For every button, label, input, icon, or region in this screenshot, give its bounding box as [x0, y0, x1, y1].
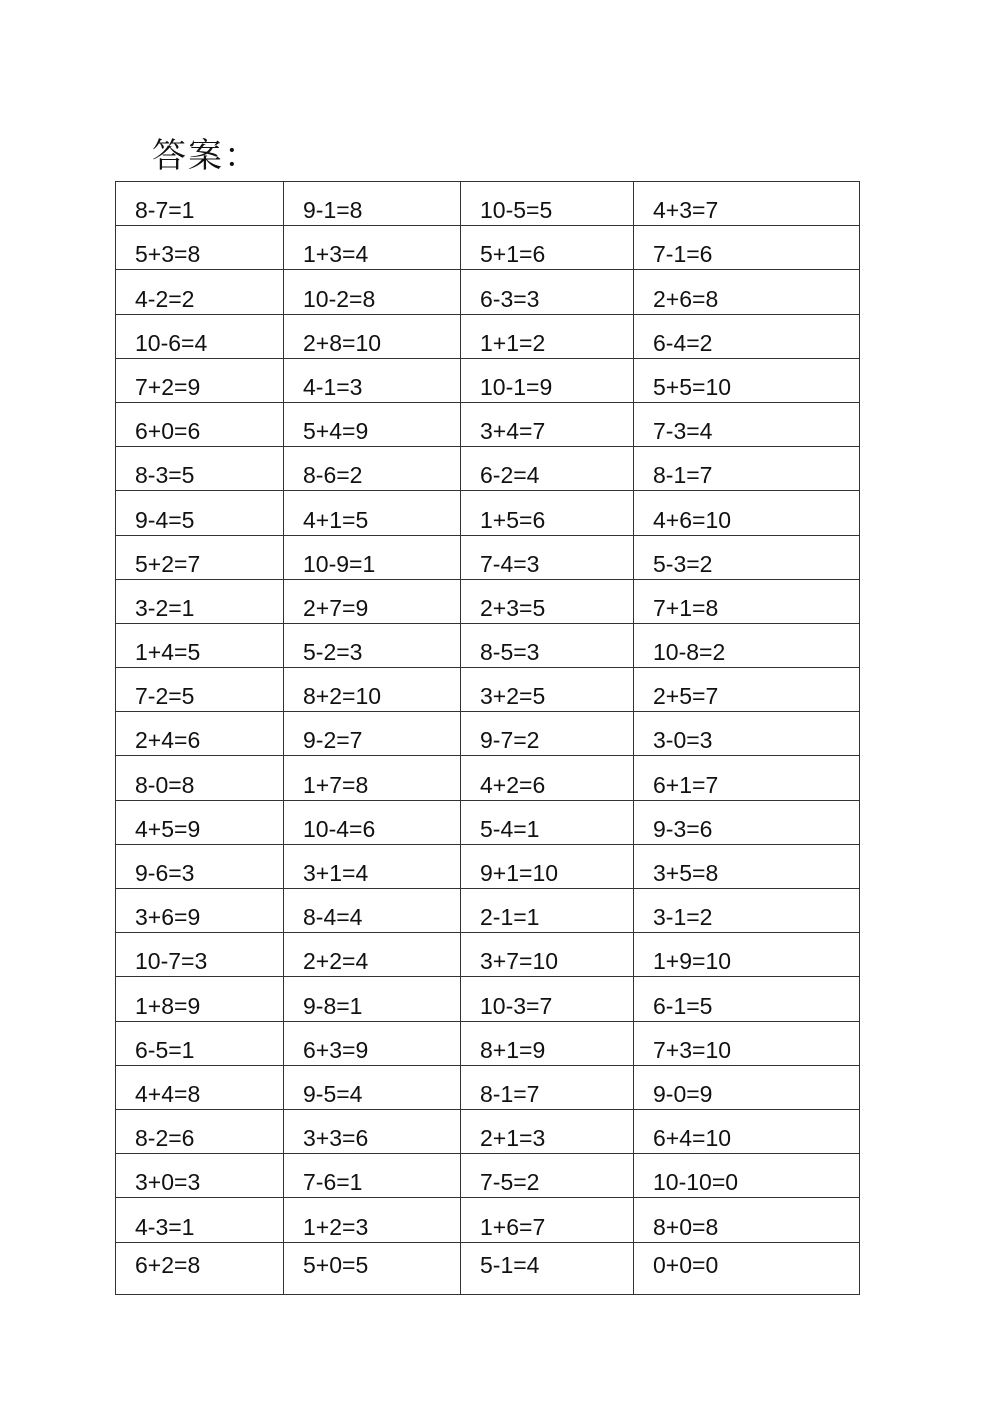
answer-cell: 9+1=10: [461, 844, 634, 888]
answer-cell: 9-7=2: [461, 712, 634, 756]
answer-cell: 3+2=5: [461, 668, 634, 712]
answer-cell: 4-2=2: [116, 270, 284, 314]
answer-cell: 4+5=9: [116, 800, 284, 844]
answer-cell: 5+0=5: [284, 1242, 461, 1294]
answer-cell: 8-3=5: [116, 447, 284, 491]
answer-cell: 3+6=9: [116, 889, 284, 933]
answer-cell: 7+2=9: [116, 358, 284, 402]
answer-cell: 3-1=2: [634, 889, 860, 933]
answer-cell: 3+5=8: [634, 844, 860, 888]
answer-cell: 6-1=5: [634, 977, 860, 1021]
table-row: [116, 1065, 860, 1109]
answer-cell: 7-2=5: [116, 668, 284, 712]
table-row: [116, 933, 860, 977]
answer-cell: 2+7=9: [284, 579, 461, 623]
answer-cell: 7+3=10: [634, 1021, 860, 1065]
answer-cell: 4+1=5: [284, 491, 461, 535]
answer-cell: 3-2=1: [116, 579, 284, 623]
answer-cell: 2+5=7: [634, 668, 860, 712]
answer-cell: 6-2=4: [461, 447, 634, 491]
table-row: [116, 535, 860, 579]
answer-cell: 8+1=9: [461, 1021, 634, 1065]
table-row: [116, 447, 860, 491]
answer-cell: 4-3=1: [116, 1198, 284, 1242]
answer-cell: 7-6=1: [284, 1154, 461, 1198]
answer-cell: 8-1=7: [461, 1065, 634, 1109]
answer-cell: 1+3=4: [284, 226, 461, 270]
answer-cell: 1+4=5: [116, 623, 284, 667]
answer-cell: 1+5=6: [461, 491, 634, 535]
answer-cell: 6-5=1: [116, 1021, 284, 1065]
answer-cell: 4+2=6: [461, 756, 634, 800]
answer-cell: 1+2=3: [284, 1198, 461, 1242]
answer-cell: 8-1=7: [634, 447, 860, 491]
answer-cell: 5+4=9: [284, 402, 461, 446]
answer-cell: 3+7=10: [461, 933, 634, 977]
answer-cell: 3-0=3: [634, 712, 860, 756]
table-row: [116, 270, 860, 314]
answer-cell: 10-4=6: [284, 800, 461, 844]
answer-cell: 9-5=4: [284, 1065, 461, 1109]
answer-cell: 8-0=8: [116, 756, 284, 800]
answer-cell: 4-1=3: [284, 358, 461, 402]
answer-cell: 6+1=7: [634, 756, 860, 800]
answer-cell: 10-2=8: [284, 270, 461, 314]
answer-cell: 6+2=8: [116, 1242, 284, 1294]
answer-cell: 3+0=3: [116, 1154, 284, 1198]
answer-cell: 9-6=3: [116, 844, 284, 888]
answer-cell: 7-1=6: [634, 226, 860, 270]
answer-cell: 3+3=6: [284, 1109, 461, 1153]
answer-cell: 10-9=1: [284, 535, 461, 579]
answer-cell: 9-0=9: [634, 1065, 860, 1109]
answer-cell: 6+4=10: [634, 1109, 860, 1153]
answer-cell: 2+2=4: [284, 933, 461, 977]
answer-cell: 0+0=0: [634, 1242, 860, 1294]
answer-cell: 5-1=4: [461, 1242, 634, 1294]
answer-cell: 5+2=7: [116, 535, 284, 579]
answer-cell: 8-4=4: [284, 889, 461, 933]
answer-cell: 2+1=3: [461, 1109, 634, 1153]
answer-cell: 8-5=3: [461, 623, 634, 667]
answer-cell: 10-5=5: [461, 182, 634, 226]
answer-cell: 1+8=9: [116, 977, 284, 1021]
answer-cell: 8-2=6: [116, 1109, 284, 1153]
answer-table-body: [116, 182, 860, 1295]
table-row: [116, 889, 860, 933]
answer-cell: 9-4=5: [116, 491, 284, 535]
answer-cell: 3+1=4: [284, 844, 461, 888]
table-row: [116, 668, 860, 712]
answer-cell: 5-3=2: [634, 535, 860, 579]
table-row: [116, 1198, 860, 1242]
answer-cell: 6-4=2: [634, 314, 860, 358]
table-row: [116, 800, 860, 844]
answer-table: [115, 181, 860, 1295]
table-row: [116, 756, 860, 800]
table-row: [116, 1242, 860, 1294]
answer-cell: 7-4=3: [461, 535, 634, 579]
table-row: [116, 1109, 860, 1153]
table-row: [116, 226, 860, 270]
answer-cell: 2+3=5: [461, 579, 634, 623]
answer-cell: 2+4=6: [116, 712, 284, 756]
answer-cell: 2+8=10: [284, 314, 461, 358]
answer-cell: 1+1=2: [461, 314, 634, 358]
answer-cell: 7+1=8: [634, 579, 860, 623]
table-row: [116, 402, 860, 446]
answer-cell: 10-6=4: [116, 314, 284, 358]
answer-cell: 8-7=1: [116, 182, 284, 226]
answer-cell: 1+6=7: [461, 1198, 634, 1242]
answer-cell: 3+4=7: [461, 402, 634, 446]
answer-cell: 4+3=7: [634, 182, 860, 226]
answer-cell: 5+1=6: [461, 226, 634, 270]
answer-cell: 6+3=9: [284, 1021, 461, 1065]
table-row: [116, 712, 860, 756]
answer-cell: 5-4=1: [461, 800, 634, 844]
table-row: [116, 623, 860, 667]
table-row: [116, 977, 860, 1021]
answer-cell: 4+4=8: [116, 1065, 284, 1109]
table-row: [116, 182, 860, 226]
answer-cell: 8+2=10: [284, 668, 461, 712]
page-title: 答案：: [152, 136, 260, 176]
answer-cell: 9-3=6: [634, 800, 860, 844]
table-row: [116, 314, 860, 358]
answer-cell: 8-6=2: [284, 447, 461, 491]
table-row: [116, 844, 860, 888]
answer-cell: 10-3=7: [461, 977, 634, 1021]
answer-cell: 1+9=10: [634, 933, 860, 977]
answer-cell: 8+0=8: [634, 1198, 860, 1242]
answer-cell: 2-1=1: [461, 889, 634, 933]
answer-cell: 9-1=8: [284, 182, 461, 226]
answer-cell: 10-1=9: [461, 358, 634, 402]
answer-cell: 2+6=8: [634, 270, 860, 314]
table-row: [116, 358, 860, 402]
answer-cell: 9-2=7: [284, 712, 461, 756]
answer-cell: 7-5=2: [461, 1154, 634, 1198]
answer-cell: 10-7=3: [116, 933, 284, 977]
answer-cell: 4+6=10: [634, 491, 860, 535]
answer-cell: 1+7=8: [284, 756, 461, 800]
table-row: [116, 1021, 860, 1065]
answer-cell: 10-8=2: [634, 623, 860, 667]
table-row: [116, 1154, 860, 1198]
table-row: [116, 579, 860, 623]
answer-cell: 10-10=0: [634, 1154, 860, 1198]
answer-cell: 9-8=1: [284, 977, 461, 1021]
answer-cell: 5+5=10: [634, 358, 860, 402]
answer-cell: 6-3=3: [461, 270, 634, 314]
answer-cell: 5+3=8: [116, 226, 284, 270]
answer-cell: 6+0=6: [116, 402, 284, 446]
answer-cell: 5-2=3: [284, 623, 461, 667]
answer-cell: 7-3=4: [634, 402, 860, 446]
table-row: [116, 491, 860, 535]
